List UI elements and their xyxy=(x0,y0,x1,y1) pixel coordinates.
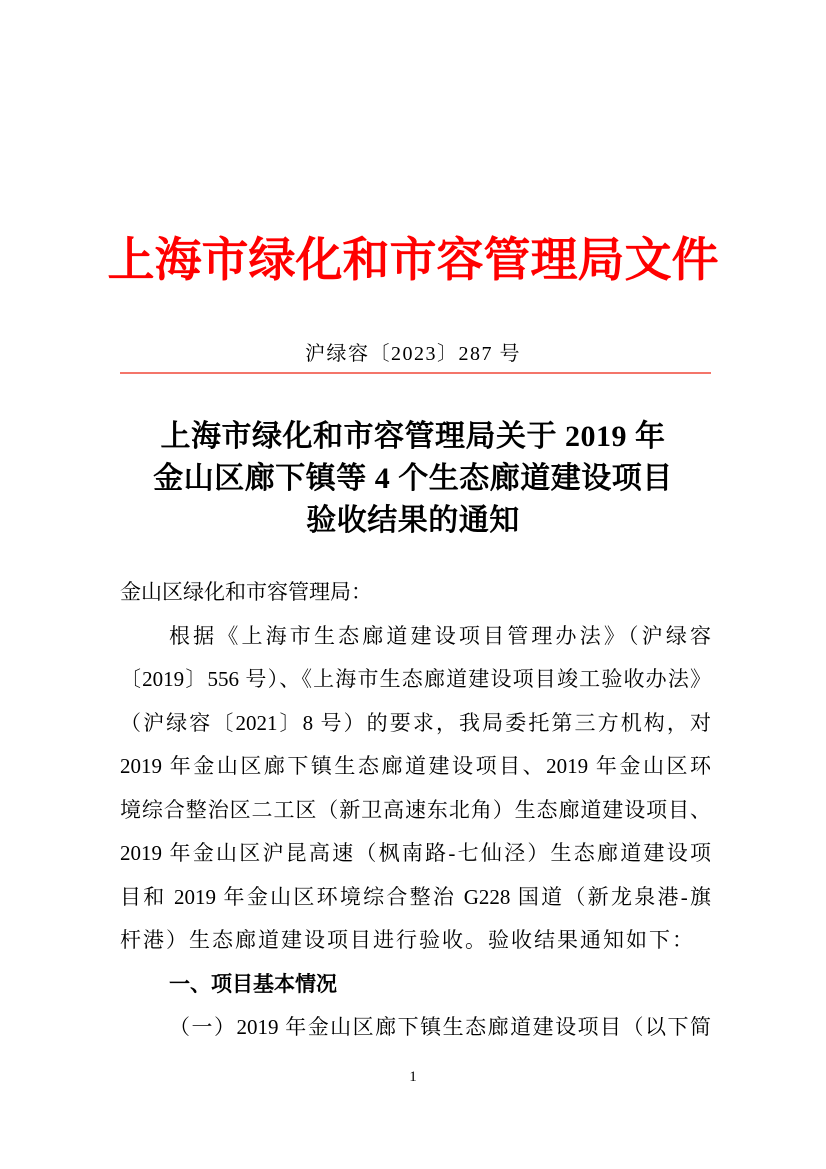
notice-title-line-1: 上海市绿化和市容管理局关于 2019 年 xyxy=(160,420,666,453)
body-line: 根据《上海市生态廊道建设项目管理办法》（沪绿容 xyxy=(169,623,711,648)
notice-title xyxy=(63,416,763,542)
document-number: 沪绿容〔2023〕287 号 xyxy=(305,343,521,365)
page-number: 1 xyxy=(409,1069,417,1085)
letterhead-title: 上海市绿化和市容管理局文件 xyxy=(107,235,719,287)
body-line: 目和 2019 年金山区环境综合整治 G228 国道（新龙泉港-旗 xyxy=(120,884,711,909)
body-line: 杆港）生态廊道建设项目进行验收。验收结果通知如下： xyxy=(120,928,695,952)
body-text xyxy=(120,571,711,1050)
body-line: 境综合整治区二工区（新卫高速东北角）生态廊道建设项目、 xyxy=(120,797,711,822)
body-line: 2019 年金山区沪昆高速（枫南路-七仙泾）生态廊道建设项 xyxy=(120,841,711,865)
salutation: 金山区绿化和市容管理局： xyxy=(120,580,372,604)
body-line: 2019 年金山区廊下镇生态廊道建设项目、2019 年金山区环 xyxy=(120,754,711,778)
body-line: （沪绿容〔2021〕8 号）的要求，我局委托第三方机构，对 xyxy=(120,710,711,735)
red-divider-line xyxy=(120,372,711,374)
notice-title-line-2: 金山区廊下镇等 4 个生态廊道建设项目 xyxy=(153,462,673,495)
section-heading: 一、项目基本情况 xyxy=(169,972,337,996)
body-line: 〔2019〕556 号）、《上海市生态廊道建设项目竣工验收办法》 xyxy=(120,667,711,691)
notice-title-line-3: 验收结果的通知 xyxy=(306,504,520,537)
body-line: （一）2019 年金山区廊下镇生态廊道建设项目（以下简 xyxy=(169,1015,711,1039)
